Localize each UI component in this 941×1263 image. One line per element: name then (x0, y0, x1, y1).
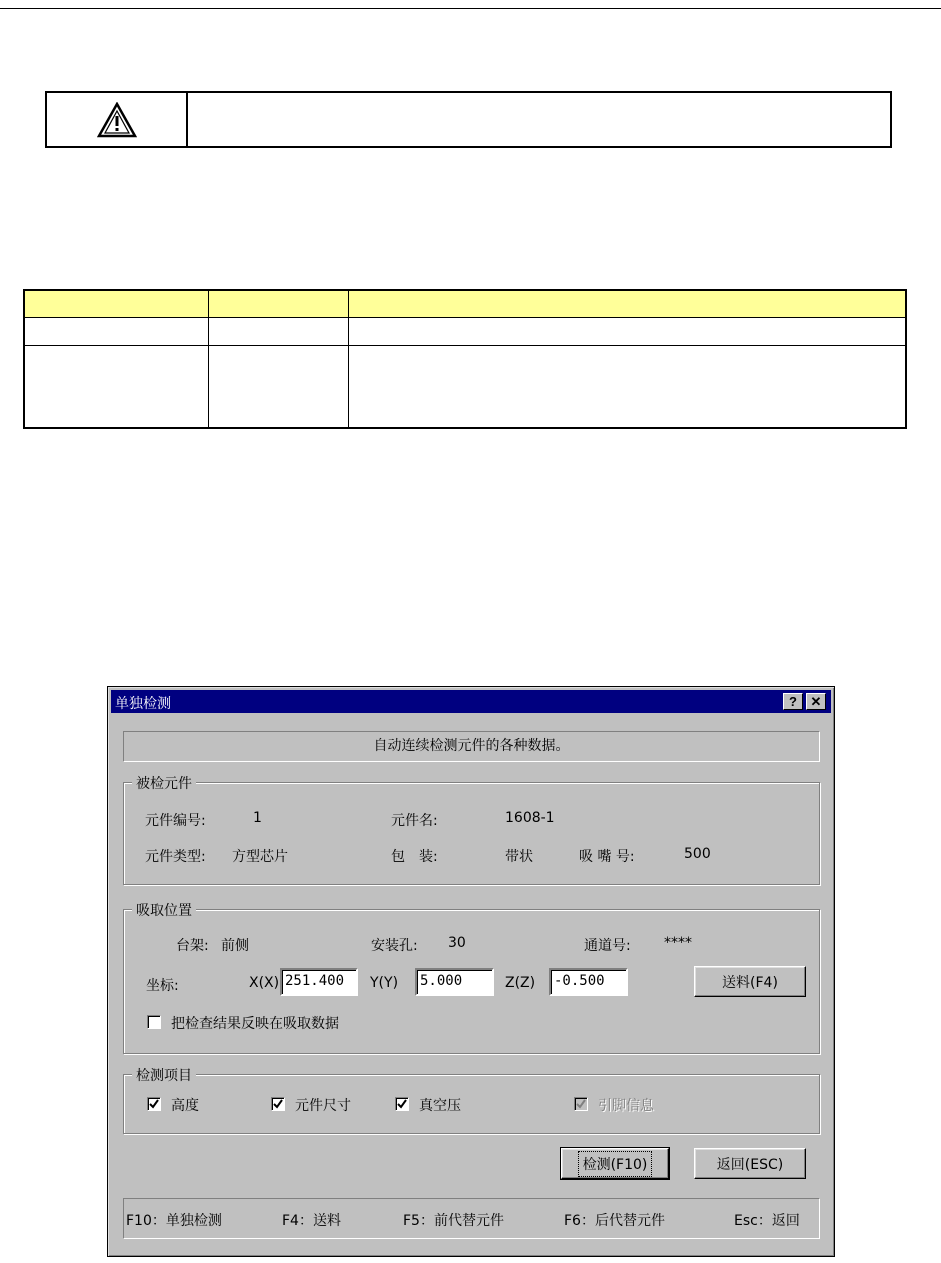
lead-info-checkbox (574, 1097, 588, 1111)
stage-value: 前侧 (221, 938, 249, 954)
checkmark-icon (149, 1099, 159, 1109)
warning-icon-cell (47, 93, 188, 146)
y-coordinate-field[interactable]: 5.000 (415, 968, 494, 996)
close-icon: ✕ (810, 693, 822, 709)
group-title: 吸取位置 (132, 900, 196, 920)
group-title: 被检元件 (132, 773, 196, 793)
component-name-label: 元件名: (391, 813, 438, 829)
single-detection-dialog (107, 686, 835, 1257)
close-button[interactable] (806, 693, 826, 710)
component-number-value: 1 (253, 810, 262, 826)
component-group (123, 776, 820, 885)
info-message: 自动连续检测元件的各种数据。 (123, 731, 820, 762)
mount-hole-value: 30 (448, 935, 466, 951)
component-type-value: 方型芯片 (232, 849, 288, 865)
warning-triangle-icon (97, 102, 137, 138)
nozzle-value: 500 (684, 846, 711, 862)
status-item: F5：前代替元件 (403, 1213, 504, 1229)
component-size-checkbox[interactable] (271, 1097, 285, 1111)
x-coordinate-label: X(X) (249, 975, 280, 991)
vacuum-pressure-checkbox[interactable] (395, 1097, 409, 1111)
status-item: F6：后代替元件 (564, 1213, 665, 1229)
height-checkbox[interactable] (147, 1097, 161, 1111)
table-column-divider (208, 291, 209, 427)
info-table (23, 289, 907, 429)
warning-box (45, 91, 892, 148)
channel-label: 通道号: (584, 938, 631, 954)
checkmark-icon (576, 1099, 586, 1109)
coordinate-label: 坐标: (146, 978, 179, 994)
dialog-titlebar[interactable] (111, 690, 831, 713)
help-button[interactable] (783, 693, 803, 710)
component-size-label[interactable]: 元件尺寸 (295, 1098, 351, 1114)
y-coordinate-label: Y(Y) (370, 975, 399, 991)
status-item: F10：单独检测 (126, 1213, 222, 1229)
channel-value: **** (664, 935, 692, 951)
back-button[interactable]: 返回(ESC) (694, 1148, 806, 1179)
status-item: F4：送料 (282, 1213, 341, 1229)
detect-button[interactable] (561, 1148, 669, 1179)
dialog-title: 单独检测 (115, 696, 171, 712)
table-header-row (25, 291, 905, 318)
vacuum-pressure-label[interactable]: 真空压 (419, 1098, 461, 1114)
component-type-label: 元件类型: (145, 849, 206, 865)
detect-button-label: 检测(F10) (578, 1151, 653, 1177)
package-label: 包 装: (391, 849, 438, 865)
status-bar (123, 1198, 820, 1239)
x-coordinate-field[interactable]: 251.400 (280, 968, 358, 996)
height-label[interactable]: 高度 (171, 1098, 199, 1114)
stage-label: 台架: (176, 938, 209, 954)
checkmark-icon (273, 1099, 283, 1109)
z-coordinate-field[interactable]: -0.500 (549, 968, 628, 996)
z-coordinate-label: Z(Z) (505, 975, 536, 991)
package-value: 带状 (505, 849, 533, 865)
check-items-group (123, 1068, 820, 1134)
checkmark-icon (397, 1099, 407, 1109)
status-item: Esc：返回 (734, 1213, 800, 1229)
group-title: 检测项目 (132, 1065, 196, 1085)
table-row (25, 318, 905, 346)
table-column-divider (348, 291, 349, 427)
mount-hole-label: 安装孔: (371, 938, 418, 954)
feed-button[interactable]: 送料(F4) (694, 966, 806, 997)
reflect-result-label[interactable]: 把检查结果反映在吸取数据 (171, 1016, 339, 1032)
lead-info-label: 引脚信息 (598, 1098, 654, 1114)
component-number-label: 元件编号: (145, 813, 206, 829)
nozzle-label: 吸 嘴 号: (579, 849, 635, 865)
help-icon: ? (789, 694, 797, 709)
reflect-result-checkbox[interactable] (147, 1015, 161, 1029)
page-top-rule (0, 8, 941, 9)
component-name-value: 1608-1 (505, 810, 555, 826)
